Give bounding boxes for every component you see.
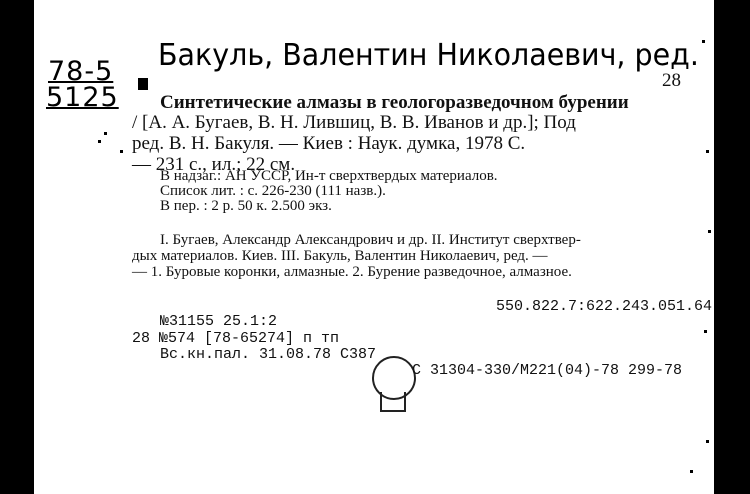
handwritten-heading: Бакуль, Валентин Николаевич, ред. bbox=[158, 38, 699, 73]
library-stamp-base bbox=[380, 392, 406, 412]
accession-number-top: 78-5 bbox=[48, 56, 114, 87]
accession-number-bottom: 5125 bbox=[46, 82, 119, 113]
tracing-1: I. Бугаев, Александр Александрович и др. II. Институт сверхтвер- bbox=[160, 232, 581, 248]
collation-line: — 231 с., ил.; 22 см. bbox=[132, 154, 296, 175]
note-2: Список лит. : с. 226-230 (111 назв.). bbox=[160, 183, 386, 199]
imprint-line: ред. В. Н. Бакуля. — Киев : Наук. думка, 1978 С. bbox=[132, 133, 526, 154]
udc-number: 550.822.7:622.243.051.64 bbox=[496, 298, 713, 315]
book-title: Синтетические алмазы в геологоразведочном бурении bbox=[160, 92, 629, 113]
order-number: №31155 25.1:2 bbox=[160, 313, 278, 330]
ink-mark bbox=[138, 78, 148, 90]
tracing-3: — 1. Буровые коронки, алмазные. 2. Бурение разведочное, алмазное. bbox=[132, 264, 572, 280]
series-code: С 31304-330/М221(04)-78 299-78 bbox=[412, 362, 683, 379]
print-date: Вс.кн.пал. 31.08.78 С387 bbox=[160, 346, 377, 363]
tracing-2: дых материалов. Киев. III. Бакуль, Валентин Николаевич, ред. — bbox=[132, 248, 548, 264]
print-number: 28 №574 [78-65274] п тп bbox=[132, 330, 340, 347]
responsibility-line: / [А. А. Бугаев, В. Н. Лившиц, В. В. Иванов и др.]; Под bbox=[132, 112, 576, 133]
top-number: 28 bbox=[662, 70, 681, 91]
note-1: В надзаг.: АН УССР, Ин-т сверхтвердых материалов. bbox=[160, 168, 498, 184]
note-3: В пер. : 2 р. 50 к. 2.500 экз. bbox=[160, 198, 332, 214]
scan-border-right bbox=[714, 0, 750, 494]
